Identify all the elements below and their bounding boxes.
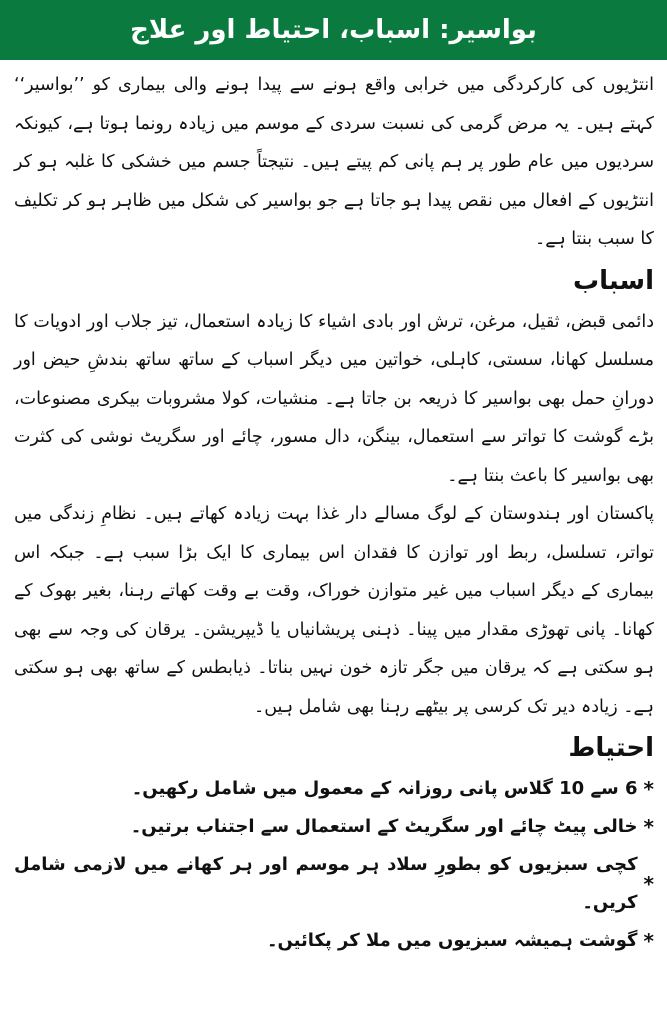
bullet-star-icon: * — [643, 872, 654, 896]
bullet-star-icon: * — [643, 815, 654, 839]
list-item — [14, 770, 654, 808]
bullet-star-icon: * — [643, 929, 654, 953]
causes-paragraph-2: پاکستان اور ہندوستان کے لوگ مسالے دار غذا بہت زیادہ کھاتے ہیں۔ نظامِ زندگی میں تواتر، تسلسل، ربط اور توازن کا فقدان اس بیماری کا ایک بڑا سبب ہے۔ جبکہ اس بیماری کے دیگر اسباب میں غیر متوازن خوراک، وقت بے وقت کھاتے رہنا، بغیر بھوک کے کھانا۔ پانی تھوڑی مقدار میں پینا۔ ذہنی پریشانیاں یا ڈیپریشن۔ یرقان کی وجہ سے بھی ہو سکتی ہے کہ یرقان میں جگر تازہ خون نہیں بناتا۔ ذیابطس کے ساتھ بھی ہو سکتی ہے۔ زیادہ دیر تک کرسی پر بیٹھے رہنا بھی شامل ہیں۔ — [14, 504, 654, 717]
list-item — [14, 808, 654, 846]
precaution-text: گوشت ہمیشہ سبزیوں میں ملا کر پکائیں۔ — [266, 930, 638, 951]
causes-paragraph-1: دائمی قبض، ثقیل، مرغن، ترش اور بادی اشیاء کا زیادہ استعمال، تیز جلاب اور ادویات کا مسلسل کھانا، سستی، کاہلی، خواتین میں دیگر اسباب کے ساتھ ساتھ بندشِ حیض اور دورانِ حمل بھی بواسیر کا ذریعہ بن جاتا ہے۔ منشیات، کولا مشروبات بیکری مصنوعات، بڑے گوشت کا تواتر سے استعمال، بینگن، دال مسور، چائے اور سگریٹ نوشی کی کثرت بھی بواسیر کا باعث بنتا ہے۔ — [14, 311, 654, 486]
precautions-list — [14, 770, 654, 960]
title-bar — [0, 0, 667, 60]
precaution-text: خالی پیٹ چائے اور سگریٹ کے استعمال سے اجتناب برتیں۔ — [130, 816, 638, 837]
precaution-text: کچی سبزیوں کو بطورِ سلاد ہر موسم اور ہر کھانے میں لازمی شامل کریں۔ — [14, 854, 638, 913]
bullet-star-icon: * — [643, 777, 654, 801]
article-title: بواسیر: اسباب، احتیاط اور علاج — [130, 15, 537, 45]
list-item — [14, 846, 654, 922]
intro-paragraph: انتڑیوں کی کارکردگی میں خرابی واقع ہونے سے پیدا ہونے والی بیماری کو ’’بواسیر‘‘ کہتے ہیں۔ یہ مرض گرمی کی نسبت سردی کے موسم میں زیادہ رونما ہوتا ہے، کیونکہ سردیوں میں عام طور پر ہم پانی کم پیتے ہیں۔ نتیجتاً جسم میں خشکی کا غلبہ ہو کر انتڑیوں کے افعال میں نقص پیدا ہو جاتا ہے جو بواسیر کی شکل میں ظاہر ہو کر تکلیف کا سبب بنتا ہے۔ — [14, 75, 654, 249]
article-body — [14, 66, 654, 960]
precautions-heading: احتیاط — [568, 733, 654, 763]
list-item — [14, 922, 654, 960]
causes-heading: اسباب — [573, 265, 654, 296]
precaution-text: 6 سے 10 گلاس پانی روزانہ کے معمول میں شامل رکھیں۔ — [131, 778, 638, 799]
